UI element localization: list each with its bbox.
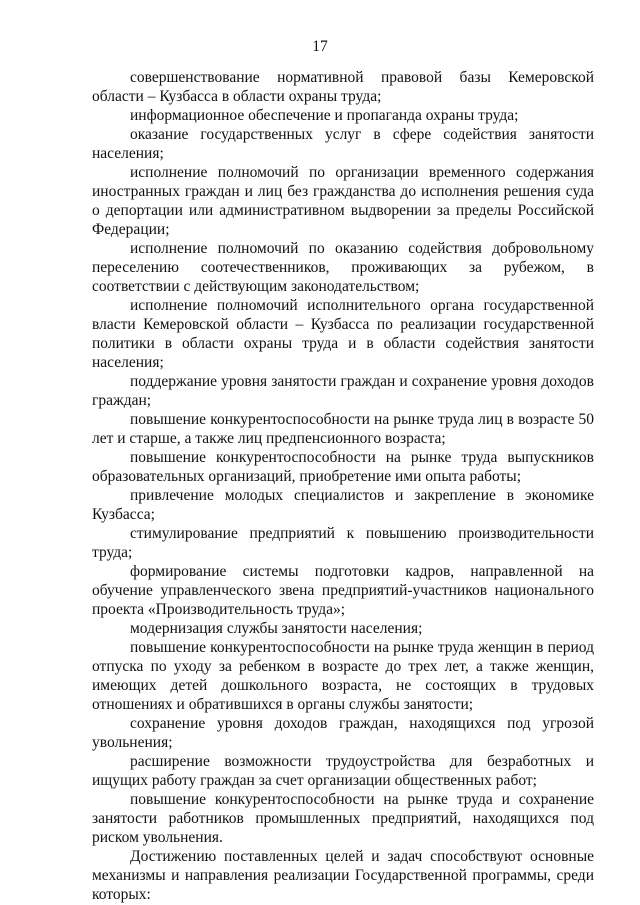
paragraph: Достижению поставленных целей и задач способствуют основные механизмы и направления реализации Государственной программы, среди которых:	[92, 848, 594, 903]
paragraph: повышение конкурентоспособности на рынке труда лиц в возрасте 50 лет и старше, а также лиц предпенсионного возраста;	[92, 411, 594, 447]
paragraph: оказание государственных услуг в сфере содействия занятости населения;	[92, 126, 594, 162]
page-number: 17	[312, 38, 328, 55]
paragraph: привлечение молодых специалистов и закрепление в экономике Кузбасса;	[92, 487, 594, 523]
paragraph: исполнение полномочий по оказанию содействия добровольному переселению соотечественников, проживающих за рубежом, в соответствии с действующим законодательством;	[92, 240, 594, 295]
paragraph: формирование системы подготовки кадров, направленной на обучение управленческого звена предприятий-участников национального проекта «Производительность труда»;	[92, 563, 594, 618]
paragraph: повышение конкурентоспособности на рынке труда женщин в период отпуска по уходу за ребенком в возрасте до трех лет, а также женщин, имеющих детей дошкольного возраста, не состоящих в трудовых отношениях и обратившихся в органы службы занятости;	[92, 639, 594, 713]
paragraph: расширение возможности трудоустройства для безработных и ищущих работу граждан за счет организации общественных работ;	[92, 753, 594, 789]
body-text	[92, 68, 594, 904]
paragraph: информационное обеспечение и пропаганда охраны труда;	[130, 107, 519, 124]
paragraph: повышение конкурентоспособности на рынке труда выпускников образовательных организаций, приобретение ими опыта работы;	[92, 449, 594, 485]
paragraph: повышение конкурентоспособности на рынке труда и сохранение занятости работников промышленных предприятий, находящихся под риском увольнения.	[92, 791, 594, 846]
paragraph: сохранение уровня доходов граждан, находящихся под угрозой увольнения;	[92, 715, 594, 751]
paragraph: поддержание уровня занятости граждан и сохранение уровня доходов граждан;	[92, 373, 594, 409]
paragraph: стимулирование предприятий к повышению производительности труда;	[92, 525, 594, 561]
paragraph: модернизация службы занятости населения;	[130, 620, 423, 637]
paragraph: исполнение полномочий исполнительного органа государственной власти Кемеровской области – Кузбасса по реализации государственной политики в области охраны труда и в области содействия занятости населения;	[92, 297, 594, 371]
paragraph: исполнение полномочий по организации временного содержания иностранных граждан и лиц без гражданства до исполнения решения суда о депортации или административном выдворении за пределы Российской Федерации;	[92, 164, 594, 238]
paragraph: совершенствование нормативной правовой базы Кемеровской области – Кузбасса в области охраны труда;	[92, 69, 594, 105]
